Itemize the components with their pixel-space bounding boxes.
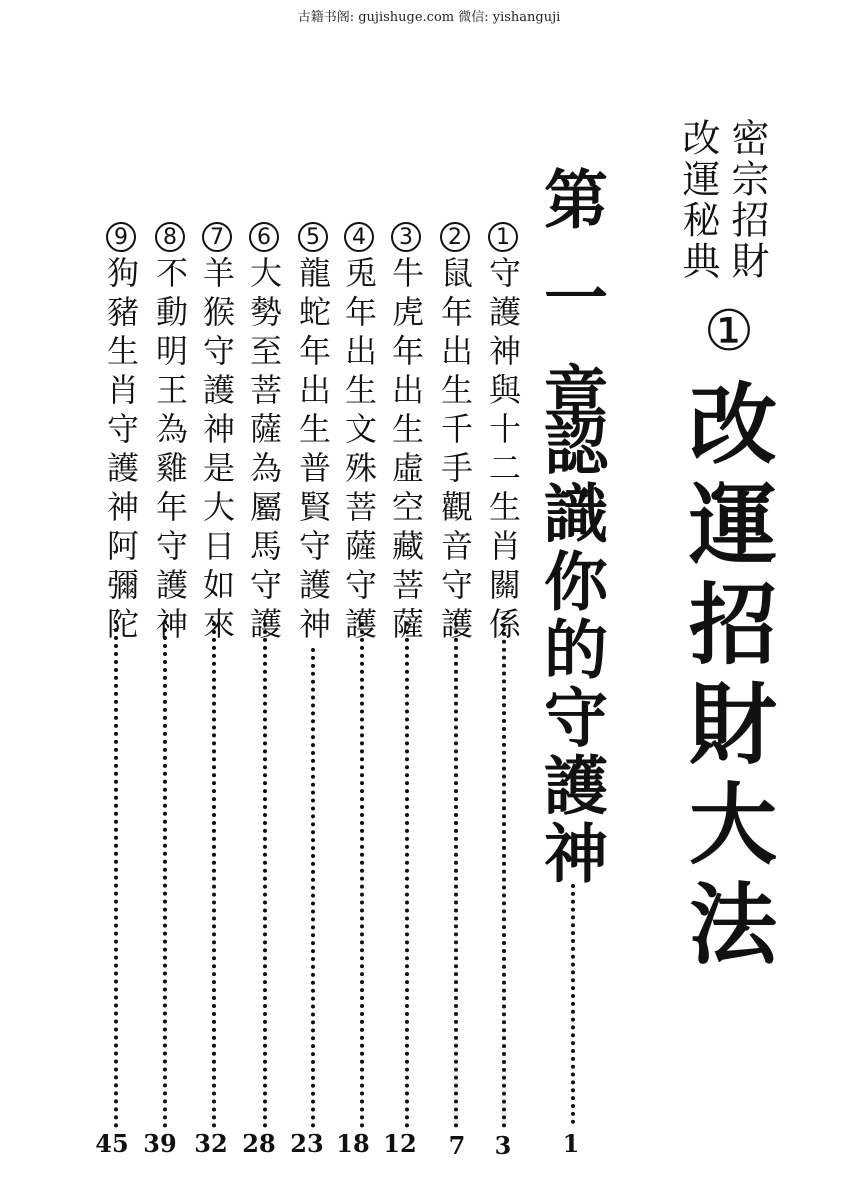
chapter-label: 第一章 (533, 166, 607, 460)
entry-text: 不動明王為雞年守護神 (151, 256, 189, 646)
chapter-leader-dots (571, 884, 575, 1124)
leader-dots (311, 648, 315, 1128)
leader-dots (502, 616, 506, 1128)
book-title: 改運招財大法 (675, 378, 778, 978)
entry-text: 守護神與十二生肖關係 (484, 256, 522, 646)
entry-number: 6 (249, 222, 279, 252)
entry-text: 羊猴守護神是大日如來 (198, 256, 236, 646)
entry-page: 32 (194, 1129, 228, 1158)
series-line-2: 改運秘典 (676, 118, 720, 282)
leader-dots (360, 622, 364, 1128)
entry-page: 18 (336, 1129, 370, 1158)
entry-text: 兎年出生文殊菩薩守護 (340, 256, 378, 646)
entry-text: 狗豬生肖守護神阿彌陀 (102, 256, 140, 646)
entry-page: 39 (143, 1129, 177, 1158)
chapter-title: 認識你的守護神 (533, 412, 607, 888)
entry-page: 23 (290, 1129, 324, 1158)
entry-page: 28 (242, 1129, 276, 1158)
entry-text: 牛虎年出生虛空藏菩薩 (387, 256, 425, 646)
entry-number: 4 (344, 222, 374, 252)
leader-dots (263, 622, 267, 1128)
entry-text: 龍蛇年出生普賢守護神 (294, 256, 332, 646)
entry-number: 2 (440, 222, 470, 252)
entry-text: 鼠年出生千手觀音守護 (436, 256, 474, 646)
entry-number: 8 (155, 222, 185, 252)
entry-number: 3 (391, 222, 421, 252)
entry-number: 5 (298, 222, 328, 252)
entry-number: 1 (488, 222, 518, 252)
volume-number: ① (703, 299, 755, 364)
leader-dots (454, 622, 458, 1128)
leader-dots (114, 620, 118, 1128)
entry-page: 7 (448, 1131, 466, 1160)
leader-dots (405, 622, 409, 1128)
leader-dots (212, 622, 216, 1128)
watermark: 古籍书阁: gujishuge.com 微信: yishanguji (297, 10, 561, 25)
entry-page: 45 (95, 1129, 129, 1158)
leader-dots (163, 620, 167, 1128)
chapter-page-number: 1 (562, 1129, 580, 1158)
series-line-1: 密宗招財 (725, 118, 769, 282)
entry-page: 12 (383, 1129, 417, 1158)
entry-number: 9 (106, 222, 136, 252)
entry-number: 7 (202, 222, 232, 252)
entry-page: 3 (494, 1131, 512, 1160)
entry-text: 大勢至菩薩為屬馬守護 (245, 256, 283, 646)
